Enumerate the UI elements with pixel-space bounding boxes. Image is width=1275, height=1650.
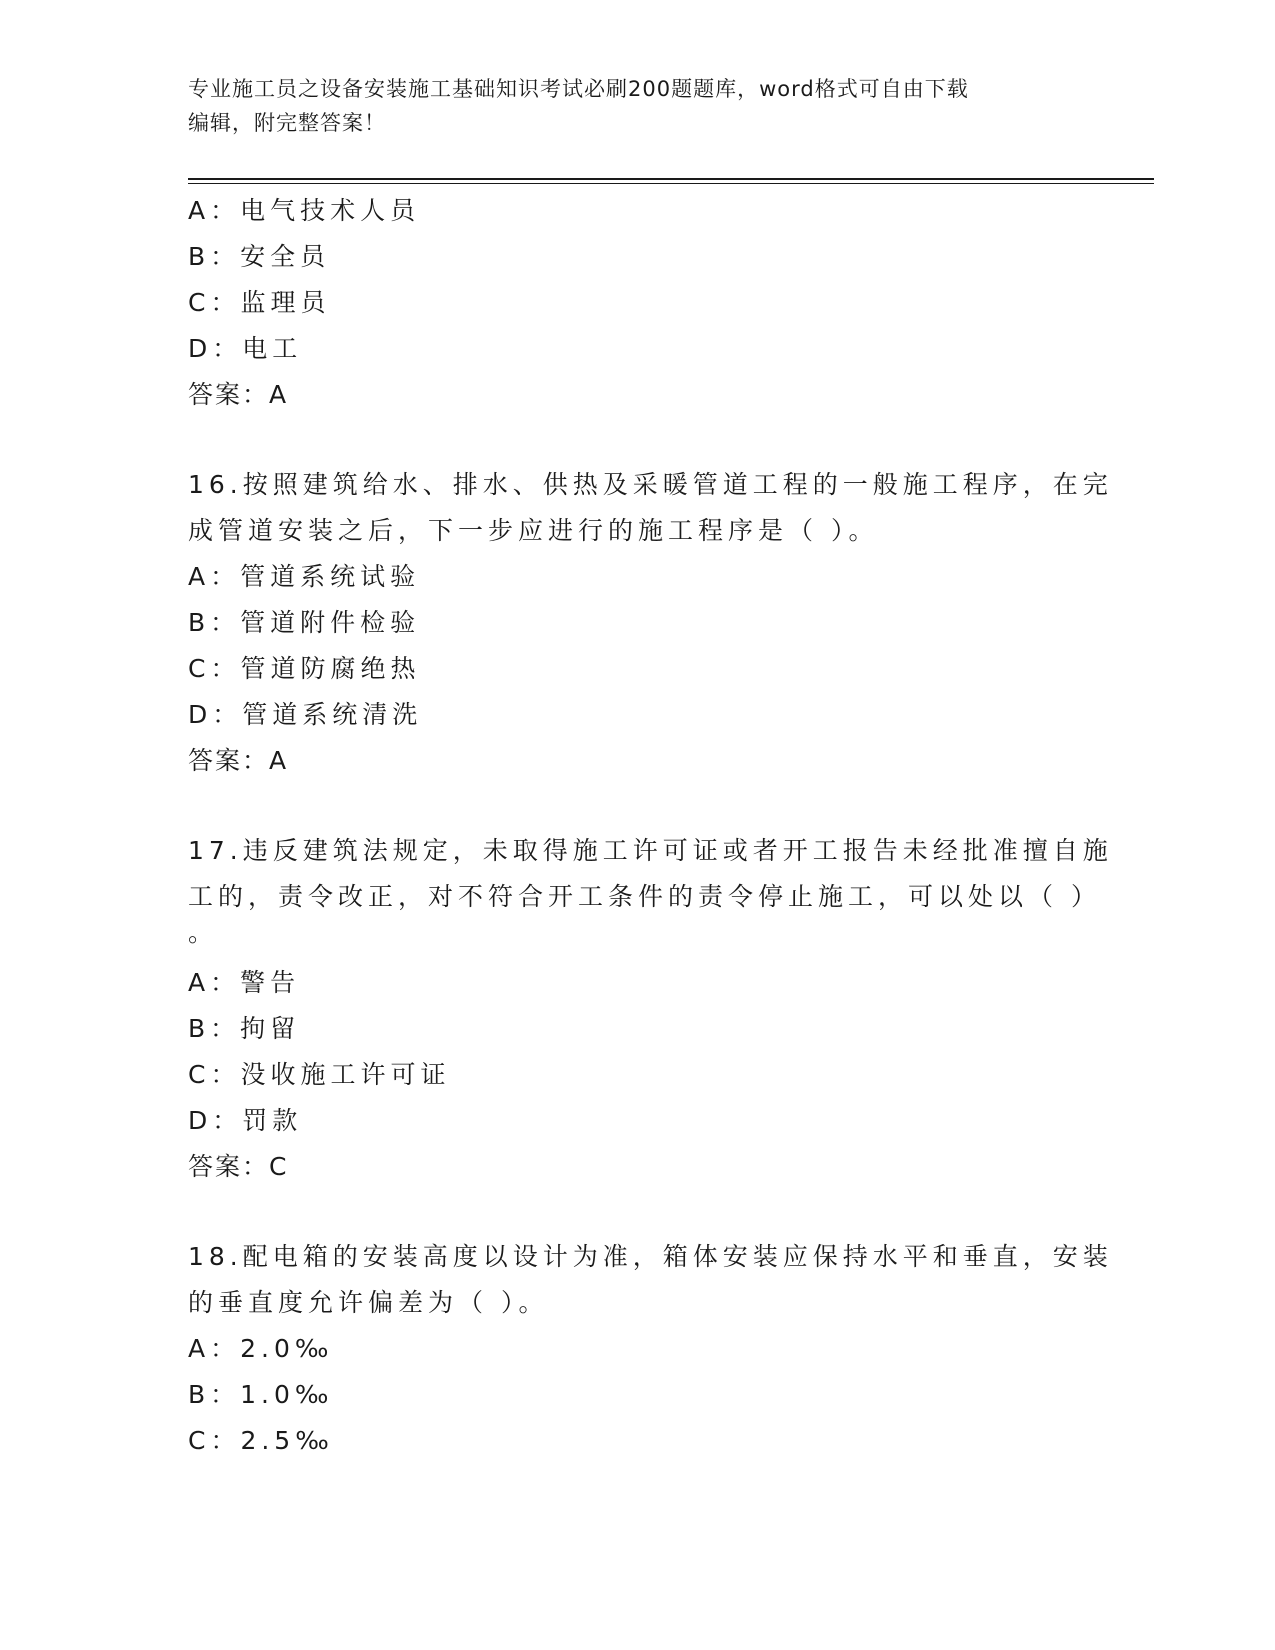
header-divider-thick [188, 178, 1154, 180]
answer: 答案：A [188, 746, 289, 775]
question-18 [188, 1234, 1113, 1464]
option-a: A：电气技术人员 [188, 196, 421, 225]
option-c: C：2.5‰ [188, 1426, 334, 1455]
question-stem-line: 16.按照建筑给水、排水、供热及采暖管道工程的一般施工程序，在完 [188, 470, 1113, 499]
option-a: A：管道系统试验 [188, 562, 421, 591]
question-stem-line: 工的，责令改正，对不符合开工条件的责令停止施工，可以处以（ ） [188, 882, 1101, 911]
option-a: A：2.0‰ [188, 1334, 334, 1363]
question-17 [188, 828, 1113, 1190]
question-list [188, 188, 1113, 1464]
option-b: B：1.0‰ [188, 1380, 334, 1409]
option-d: D：管道系统清洗 [188, 700, 423, 729]
option-b: B：拘留 [188, 1014, 301, 1043]
header-line-2: 编辑，附完整答案！ [188, 111, 386, 135]
header-divider-thin [188, 183, 1154, 184]
document-header [188, 72, 1088, 140]
answer: 答案：A [188, 380, 289, 409]
option-c: C：没收施工许可证 [188, 1060, 451, 1089]
question-stem-line: 18.配电箱的安装高度以设计为准，箱体安装应保持水平和垂直，安装 [188, 1242, 1113, 1271]
option-c: C：监理员 [188, 288, 331, 317]
question-stem-line: 成管道安装之后，下一步应进行的施工程序是（ ）。 [188, 516, 879, 545]
question-15 [188, 188, 1088, 418]
option-b: B：安全员 [188, 242, 331, 271]
question-stem-line: 的垂直度允许偏差为（ ）。 [188, 1288, 549, 1317]
question-stem-line: 17.违反建筑法规定，未取得施工许可证或者开工报告未经批准擅自施 [188, 836, 1113, 865]
option-a: A：警告 [188, 968, 301, 997]
option-b: B：管道附件检验 [188, 608, 421, 637]
header-line-1: 专业施工员之设备安装施工基础知识考试必刷200题题库，word格式可自由下载 [188, 77, 969, 101]
option-c: C：管道防腐绝热 [188, 654, 421, 683]
answer: 答案：C [188, 1152, 289, 1181]
option-d: D：电工 [188, 334, 303, 363]
question-16 [188, 462, 1113, 784]
option-d: D：罚款 [188, 1106, 303, 1135]
question-stem-line: 。 [188, 918, 219, 947]
